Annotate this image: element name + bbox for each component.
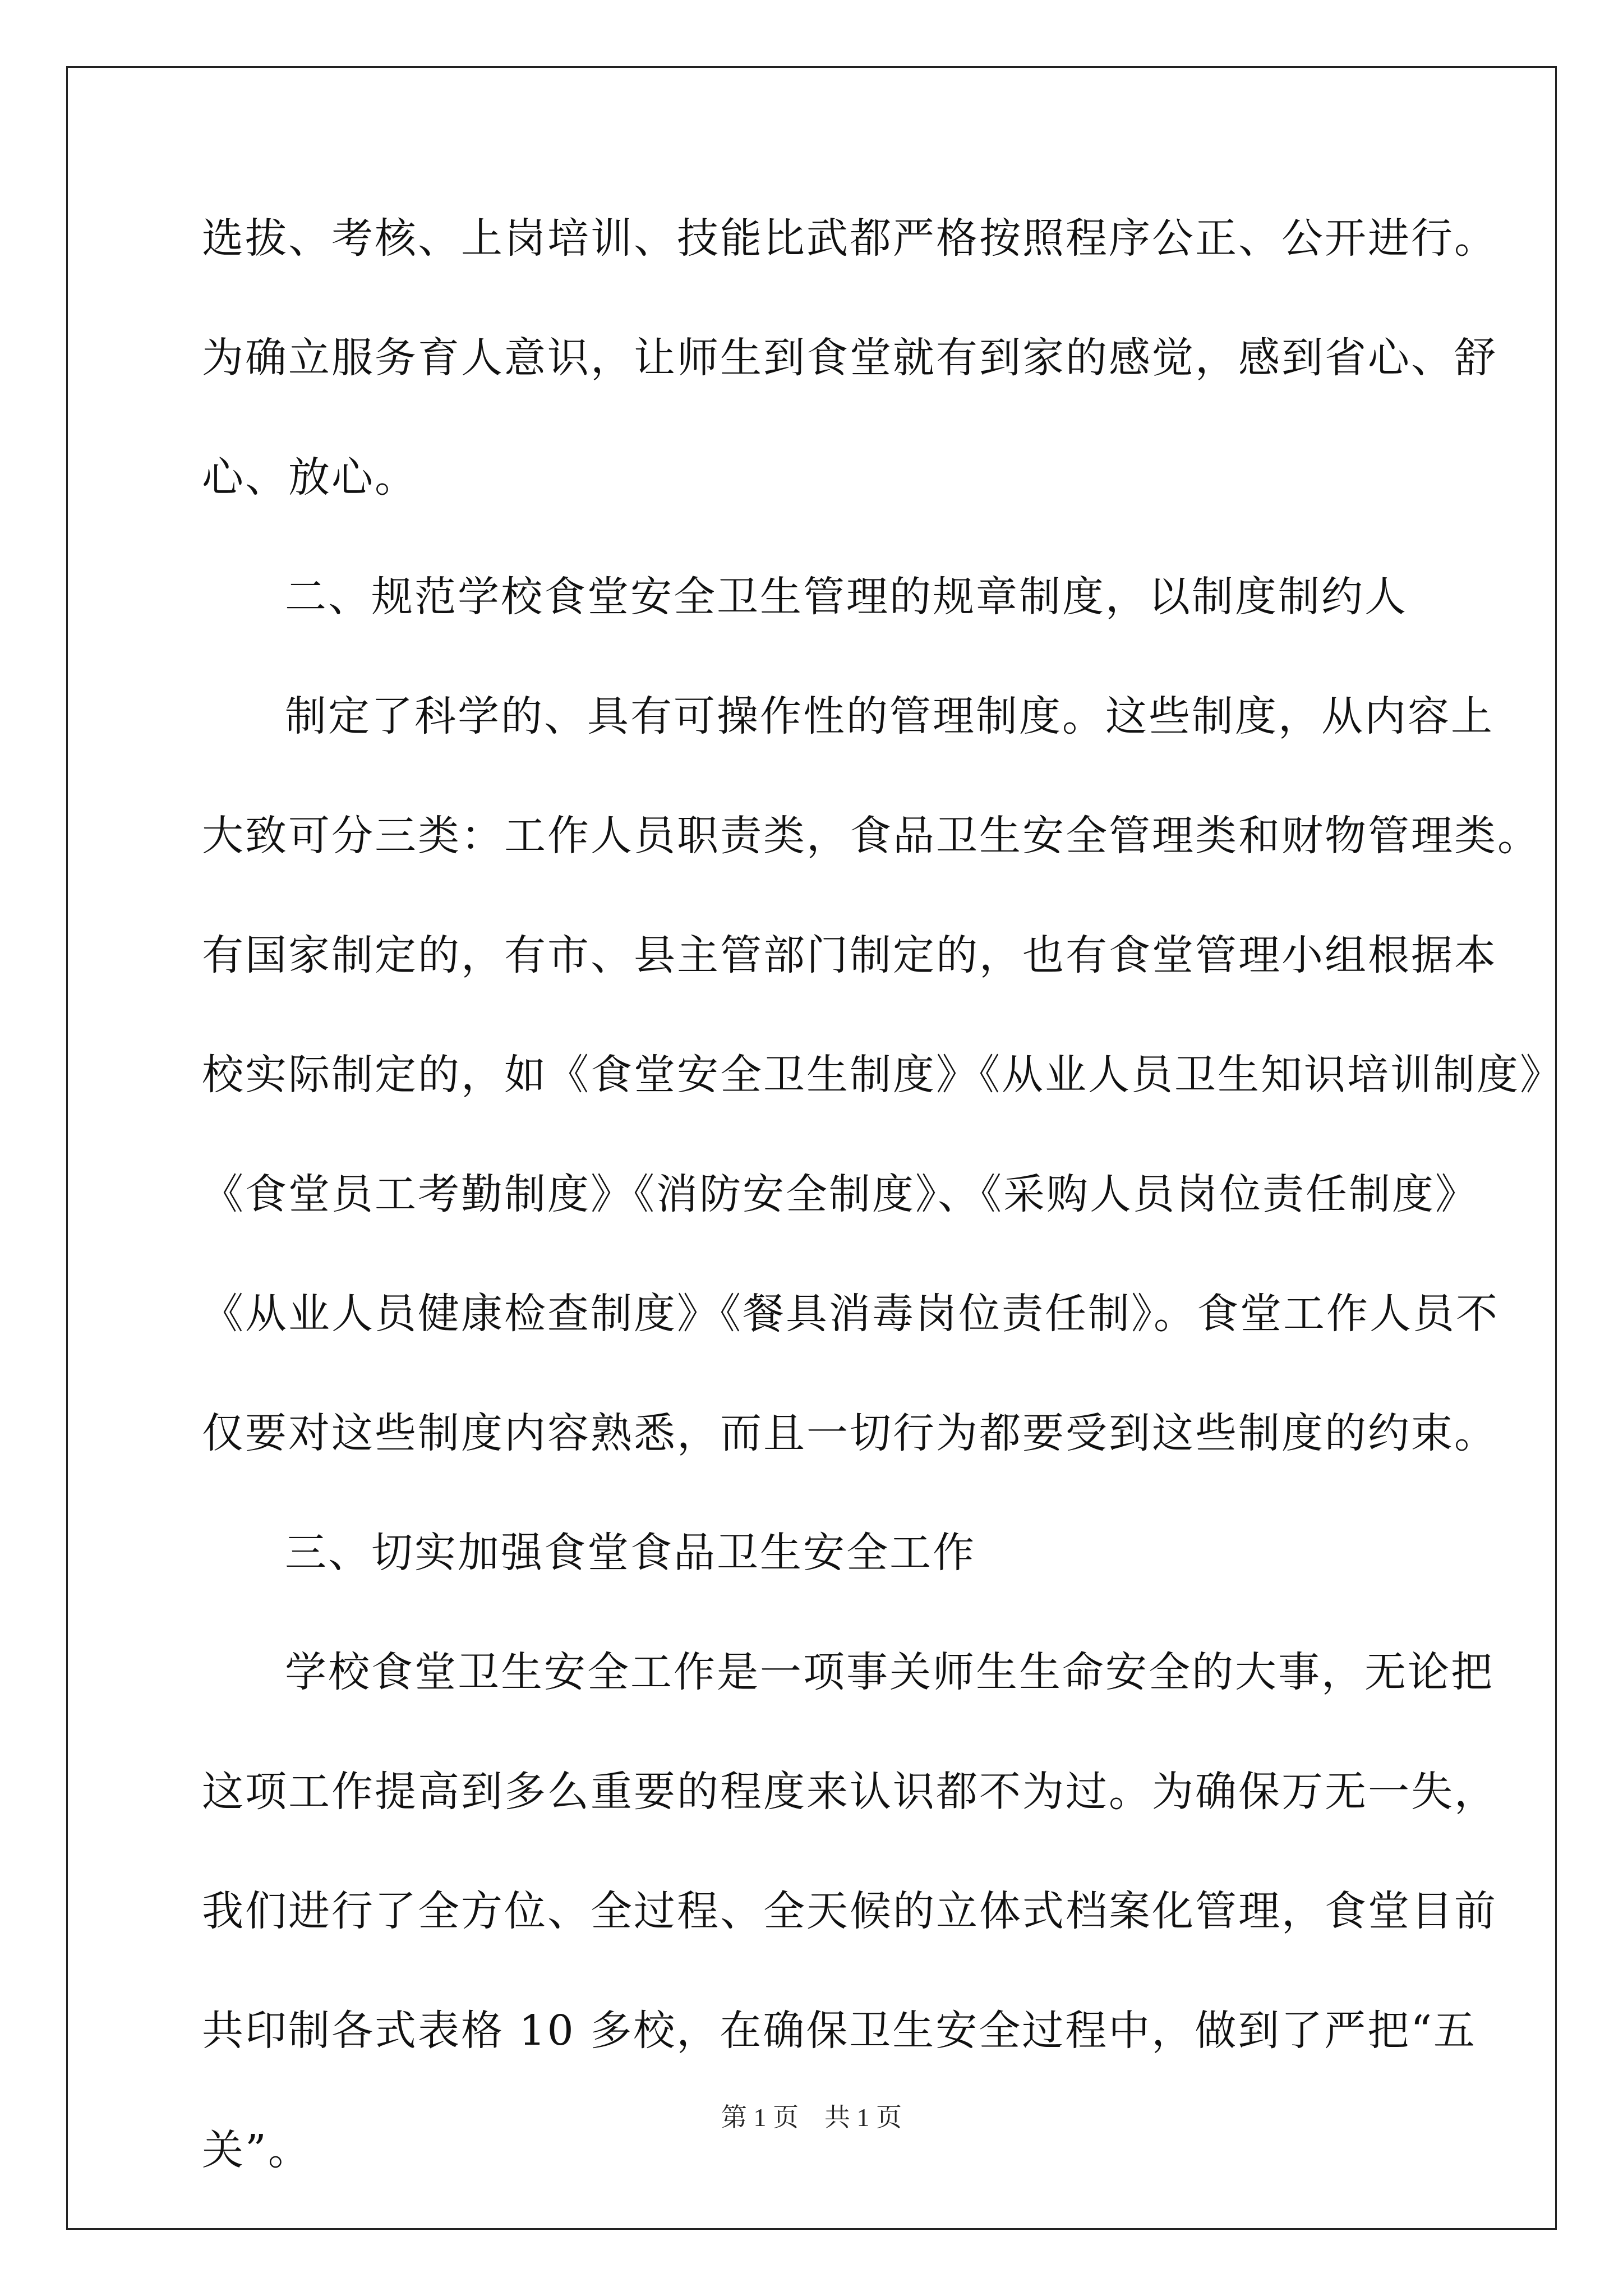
text-line: 校实际制定的，如《食堂安全卫生制度》《从业人员卫生知识培训制度》 [202, 1051, 1563, 1099]
text-line: 心、放心。 [202, 453, 418, 501]
text-line: 共印制各式表格 10 多校，在确保卫生安全过程中，做到了严把“五 [202, 2007, 1477, 2055]
text-line: 学校食堂卫生安全工作是一项事关师生生命安全的大事，无论把 [285, 1648, 1494, 1696]
text-line: 《食堂员工考勤制度》《消防安全制度》、《采购人员岗位责任制度》 [202, 1170, 1478, 1218]
text-line: 有国家制定的，有市、县主管部门制定的，也有食堂管理小组根据本 [202, 931, 1497, 979]
text-line: 我们进行了全方位、全过程、全天候的立体式档案化管理，食堂目前 [202, 1887, 1497, 1935]
text-line: 关”。 [202, 2126, 311, 2174]
page-total: 共 1 页 [824, 2103, 902, 2132]
text-line: 大致可分三类：工作人员职责类，食品卫生安全管理类和财物管理类。 [202, 812, 1541, 860]
text-line: 仅要对这些制度内容熟悉，而且一切行为都要受到这些制度的约束。 [202, 1409, 1497, 1457]
text-line: 这项工作提高到多么重要的程度来认识都不为过。为确保万无一失， [202, 1768, 1497, 1816]
text-line: 制定了科学的、具有可操作性的管理制度。这些制度，从内容上 [285, 692, 1494, 740]
text-line: 《从业人员健康检查制度》《餐具消毒岗位责任制》。食堂工作人员不 [202, 1290, 1499, 1338]
section-heading: 二、规范学校食堂安全卫生管理的规章制度，以制度制约人 [285, 573, 1408, 621]
section-heading: 三、切实加强食堂食品卫生安全工作 [285, 1529, 976, 1577]
page-footer [0, 2101, 1623, 2134]
text-line: 为确立服务育人意识，让师生到食堂就有到家的感觉，感到省心、舒 [202, 334, 1497, 382]
page-number: 第 1 页 [721, 2103, 799, 2132]
text-line: 选拔、考核、上岗培训、技能比武都严格按照程序公正、公开进行。 [202, 214, 1497, 263]
